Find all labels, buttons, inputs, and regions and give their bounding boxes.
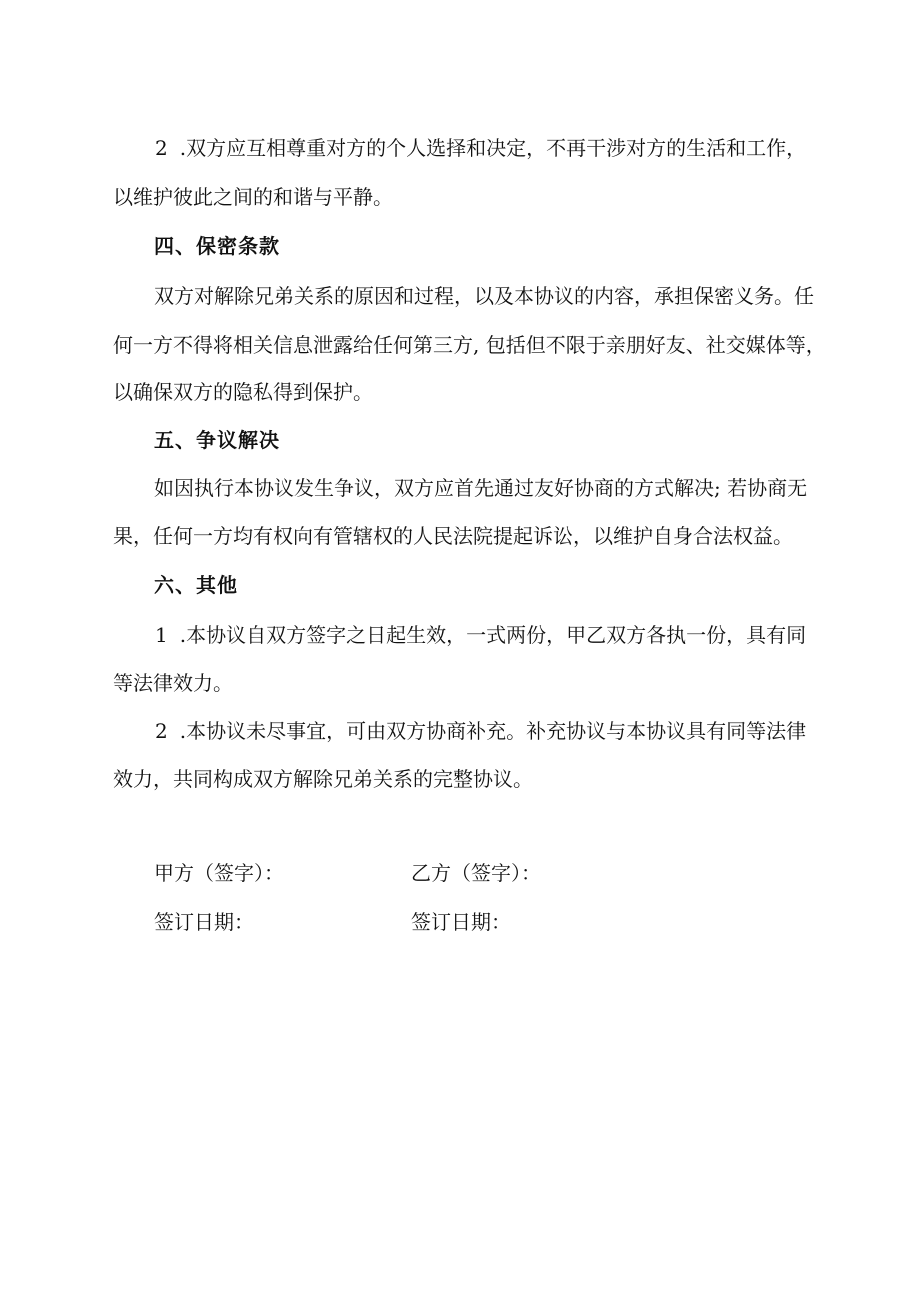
confidentiality-line-1: 双方对解除兄弟关系的原因和过程，以及本协议的内容，承担保密义务。任 <box>154 284 814 308</box>
clause-text: .本协议自双方签字之日起生效，一式两份，甲乙双方各执一份，具有同 <box>179 623 807 647</box>
clause-6-1-line-1 <box>155 621 806 649</box>
clause-number: 2 <box>155 136 168 160</box>
section-heading-other: 六、其他 <box>154 573 238 597</box>
section-heading-confidentiality: 四、保密条款 <box>154 234 280 258</box>
dispute-line-2: 果，任何一方均有权向有管辖权的人民法院提起诉讼，以维护自身合法权益。 <box>113 524 793 548</box>
clause-3-2-line-1 <box>155 134 806 162</box>
party-b-signature-label: 乙方（签字）： <box>411 861 541 885</box>
clause-3-2-line-2: 以维护彼此之间的和谐与平静。 <box>113 185 393 209</box>
confidentiality-line-2: 何一方不得将相关信息泄露给任何第三方, 包括但不限于亲朋好友、社交媒体等， <box>113 333 826 357</box>
section-heading-dispute: 五、争议解决 <box>154 428 280 452</box>
clause-6-2-line-2: 效力，共同构成双方解除兄弟关系的完整协议。 <box>113 767 533 791</box>
clause-number: 2 <box>155 719 168 743</box>
clause-text: .本协议未尽事宜，可由双方协商补充。补充协议与本协议具有同等法律 <box>179 719 807 743</box>
confidentiality-line-3: 以确保双方的隐私得到保护。 <box>113 380 373 404</box>
party-a-date-label: 签订日期： <box>154 910 254 934</box>
clause-6-2-line-1 <box>155 717 806 745</box>
clause-6-1-line-2: 等法律效力。 <box>113 671 233 695</box>
dispute-line-1: 如因执行本协议发生争议，双方应首先通过友好协商的方式解决; 若协商无 <box>154 476 808 500</box>
clause-text: .双方应互相尊重对方的个人选择和决定，不再干涉对方的生活和工作， <box>179 136 807 160</box>
party-a-signature-label: 甲方（签字）： <box>154 861 284 885</box>
clause-number: 1 <box>155 623 168 647</box>
party-b-date-label: 签订日期： <box>411 910 511 934</box>
